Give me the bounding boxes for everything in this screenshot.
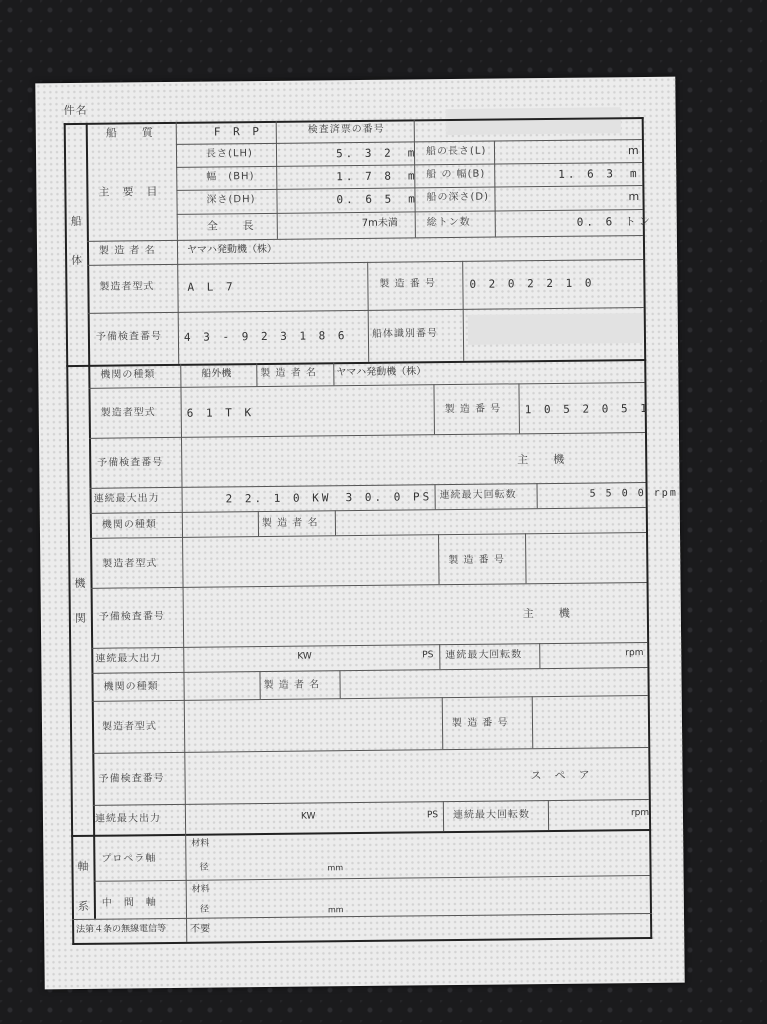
e3-ps-unit: PS xyxy=(426,810,439,821)
engine-line xyxy=(89,432,645,439)
breadth-bh-label: 幅 (BH) xyxy=(206,171,255,183)
engine-line xyxy=(91,667,647,674)
engine-line xyxy=(335,510,336,535)
inspection-document xyxy=(35,77,684,990)
e3-kind-label: 機関の種類 xyxy=(103,681,159,693)
hull-line xyxy=(87,259,643,266)
intermediate-shaft-label: 中 間 軸 xyxy=(101,897,157,909)
e2-ps-unit: PS xyxy=(422,650,434,661)
engine-line xyxy=(518,383,520,433)
inspected-number-label: 検査済票の番号 xyxy=(307,123,385,136)
frame-left xyxy=(64,123,75,945)
section-column-line xyxy=(86,123,96,919)
hull-line xyxy=(177,240,179,364)
propeller-shaft-label: プロペラ軸 xyxy=(101,853,157,865)
engine-line xyxy=(539,643,540,668)
hull-line xyxy=(176,122,178,240)
engine-line xyxy=(256,363,257,386)
hull-line xyxy=(177,209,643,215)
hull-preinspection-value: 4 3 - 9 2 3 1 8 6 xyxy=(183,329,348,344)
intermediate-diameter-unit: mm xyxy=(327,905,344,915)
engine-line xyxy=(90,532,646,539)
intermediate-diameter-label: 径 xyxy=(199,904,210,915)
e1-maker-label: 製 造 者 名 xyxy=(260,367,317,380)
engine-line xyxy=(258,511,259,536)
breadth-bh-value: 1. 7 8 m xyxy=(336,169,418,184)
shaft-line xyxy=(94,875,650,882)
intermediate-material-label: 材料 xyxy=(191,884,210,895)
engine-line xyxy=(536,483,537,508)
e1-kw-value: 2 2. 1 0 KW xyxy=(225,491,332,506)
hull-model-label: 製造者型式 xyxy=(99,281,155,293)
case-name-label: 件名 xyxy=(63,103,88,118)
hull-material-value: F R P xyxy=(213,125,262,139)
hull-line xyxy=(494,141,496,237)
engine-line xyxy=(438,534,440,584)
e3-model-label: 製造者型式 xyxy=(101,721,158,733)
e3-serial-label: 製 造 番 号 xyxy=(451,717,509,730)
e1-rpm-label: 連続最大回転数 xyxy=(439,489,517,502)
redacted-case-name xyxy=(446,107,621,135)
e1-kind-value: 船外機 xyxy=(201,368,232,380)
e2-kind-label: 機関の種類 xyxy=(101,519,157,531)
hull-section-label-1: 船 xyxy=(70,214,83,229)
engine-line xyxy=(339,670,340,698)
engine-line xyxy=(93,799,649,806)
e1-kind-label: 機関の種類 xyxy=(100,369,156,381)
frame-bottom xyxy=(72,937,652,945)
engine-line xyxy=(434,484,435,509)
e1-output-label: 連続最大出力 xyxy=(93,493,160,505)
e2-rpm-unit: rpm xyxy=(625,648,644,659)
hull-preinspection-label: 予備検査番号 xyxy=(95,331,162,343)
radio-label: 法第４条の無線電信等 xyxy=(76,924,167,935)
e2-rpm-label: 連続最大回転数 xyxy=(445,649,523,662)
shaft-footer-separator xyxy=(72,913,652,920)
hull-model-value: A L 7 xyxy=(187,280,236,294)
e2-role: 主 機 xyxy=(522,606,571,621)
engine-line xyxy=(433,384,435,434)
e2-model-label: 製造者型式 xyxy=(102,558,158,570)
e2-maker-label: 製 造 者 名 xyxy=(261,517,319,530)
ship-length-unit: m xyxy=(627,144,639,158)
ship-breadth-label: 船 の 幅(B) xyxy=(426,168,486,181)
depth-dh-label: 深さ(DH) xyxy=(206,194,256,206)
e2-kw-unit: KW xyxy=(297,651,312,662)
hull-line xyxy=(88,307,644,314)
gross-tonnage-value: 0. 6 トン xyxy=(576,214,653,229)
engine-line xyxy=(439,644,440,669)
e1-serial-label: 製 造 番 号 xyxy=(444,403,502,416)
hull-section-label-2: 体 xyxy=(71,253,84,268)
hull-line xyxy=(276,121,278,239)
propeller-material-label: 材料 xyxy=(191,838,210,849)
hull-line xyxy=(367,262,369,362)
ship-length-label: 船の長さ(L) xyxy=(425,145,487,158)
hull-material-label: 船 質 xyxy=(105,126,154,140)
engine-line xyxy=(91,642,647,649)
hull-serial-value: 0 2 0 2 2 1 0 xyxy=(469,276,595,291)
e3-kw-unit: KW xyxy=(300,811,316,822)
hull-id-label: 船体識別番号 xyxy=(371,328,438,340)
engine-line xyxy=(443,801,444,831)
length-lh-label: 長さ(LH) xyxy=(205,148,253,160)
hull-line xyxy=(176,185,642,191)
e1-ps-value: 3 0. 0 PS xyxy=(345,490,433,505)
hull-line xyxy=(87,235,643,242)
hull-serial-label: 製 造 番 号 xyxy=(379,278,436,290)
shaft-section-label-2: 系 xyxy=(77,899,90,913)
engine-line xyxy=(88,382,644,389)
e1-rpm-value: 5 5 0 0 rpm xyxy=(589,487,678,500)
shaft-line xyxy=(185,834,187,918)
e3-rpm-label: 連続最大回転数 xyxy=(452,809,531,822)
engine-line xyxy=(532,696,534,748)
engine-line xyxy=(90,482,646,489)
engine-section-label-1: 機 xyxy=(74,576,87,590)
e1-preinsp-label: 予備検査番号 xyxy=(97,457,164,469)
engine-line xyxy=(90,507,646,514)
radio-value: 不要 xyxy=(190,923,211,935)
shaft-section-label-1: 軸 xyxy=(77,859,90,873)
redacted-hull-id xyxy=(468,313,643,345)
propeller-diameter-unit: mm xyxy=(327,863,344,873)
engine-line xyxy=(92,747,648,754)
ship-depth-unit: m xyxy=(628,190,640,204)
engine-line xyxy=(525,533,527,583)
e3-maker-label: 製 造 者 名 xyxy=(263,679,321,692)
ship-depth-label: 船の深さ(D) xyxy=(426,191,490,204)
e2-serial-label: 製 造 番 号 xyxy=(448,554,505,567)
e1-role: 主 機 xyxy=(517,452,566,467)
depth-dh-value: 0. 6 5 m xyxy=(336,192,418,207)
footer-line xyxy=(186,918,187,942)
hull-manufacturer-label: 製 造 者 名 xyxy=(98,245,156,257)
engine-section-label-2: 関 xyxy=(74,611,87,625)
ship-breadth-value: 1. 6 3 m xyxy=(558,167,640,181)
e3-rpm-unit: rpm xyxy=(630,807,650,819)
e1-model-label: 製造者型式 xyxy=(100,407,156,419)
e1-model-value: 6 1 T K xyxy=(186,406,255,420)
e3-preinsp-label: 予備検査番号 xyxy=(98,773,165,785)
overall-length-label: 全 長 xyxy=(206,219,255,233)
e1-serial-value: 1 0 5 2 0 5 1 xyxy=(524,401,650,417)
e3-output-label: 連続最大出力 xyxy=(94,813,162,825)
engine-line xyxy=(91,582,647,589)
engine-line xyxy=(92,695,648,702)
main-dims-label: 主 要 目 xyxy=(98,185,159,199)
engine-shaft-separator xyxy=(71,829,651,837)
engine-line xyxy=(548,800,549,830)
engine-line xyxy=(333,362,334,385)
e2-preinsp-label: 予備検査番号 xyxy=(98,611,165,623)
length-lh-value: 5. 3 2 m xyxy=(335,146,418,161)
overall-length-value: 7m未満 xyxy=(361,217,398,229)
engine-line xyxy=(183,672,186,834)
e3-role: ス ペ ア xyxy=(530,768,591,783)
gross-tonnage-label: 総トン数 xyxy=(426,216,471,229)
hull-engine-separator xyxy=(66,359,646,367)
hull-manufacturer-value: ヤマハ発動機（株） xyxy=(186,243,277,256)
e1-maker-value: ヤマハ発動機（株） xyxy=(336,366,427,379)
hull-line xyxy=(176,139,642,145)
engine-line xyxy=(442,697,444,749)
e2-output-label: 連続最大出力 xyxy=(95,653,162,665)
hull-line xyxy=(462,261,464,361)
propeller-diameter-label: 径 xyxy=(199,862,209,873)
engine-line xyxy=(259,671,260,699)
